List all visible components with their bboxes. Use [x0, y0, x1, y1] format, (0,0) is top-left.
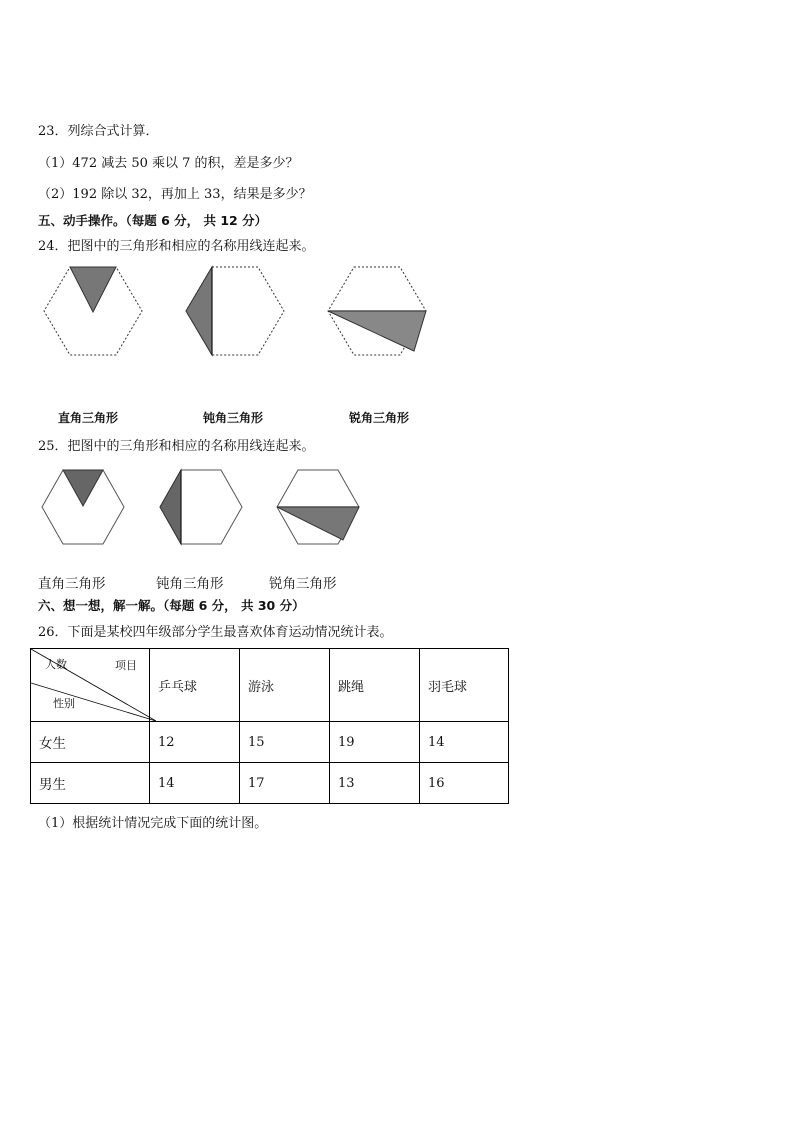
q24-figure-1: [42, 265, 146, 357]
q24-label-1: 直角三角形: [58, 411, 119, 425]
q24-figure-2: [184, 265, 288, 357]
q26-part1: （1）根据统计情况完成下面的统计图。: [38, 816, 268, 831]
table-cell: 13: [330, 763, 420, 804]
q25-label-2: 钝角三角形: [156, 576, 224, 592]
q25-figure-3: [275, 468, 361, 548]
table-row-label: 男生: [31, 763, 150, 804]
section6-heading: 六、想一想，解一解。（每题 6 分， 共 30 分）: [38, 598, 305, 613]
q24-title: 24．把图中的三角形和相应的名称用线连起来。: [38, 239, 315, 254]
q23-part1: （1）472 减去 50 乘以 7 的积，差是多少？: [38, 156, 299, 171]
table-row: [31, 722, 509, 763]
table-header-row: [31, 649, 509, 722]
table-corner-cell: [31, 649, 150, 722]
q25-label-1: 直角三角形: [38, 576, 106, 592]
q25-figure-1: [40, 468, 126, 548]
table-row: [31, 763, 509, 804]
table-cell: 16: [420, 763, 509, 804]
q23-title: 23．列综合式计算．: [38, 124, 159, 139]
q24-label-3: 锐角三角形: [349, 411, 410, 425]
corner-label-item: 项目: [115, 659, 137, 672]
table-row-label: 女生: [31, 722, 150, 763]
q25-label-3: 锐角三角形: [269, 576, 337, 592]
table-cell: 19: [330, 722, 420, 763]
table-header-cell: 乒乓球: [150, 649, 240, 722]
q24-figure-3: [326, 265, 430, 357]
section5-heading: 五、动手操作。（每题 6 分， 共 12 分）: [38, 213, 268, 228]
table-cell: 17: [240, 763, 330, 804]
corner-label-gender: 性别: [53, 697, 75, 710]
table-cell: 14: [150, 763, 240, 804]
table-header-cell: 羽毛球: [420, 649, 509, 722]
q23-part2: （2）192 除以 32，再加上 33，结果是多少？: [38, 187, 312, 202]
table-header-cell: 游泳: [240, 649, 330, 722]
q25-figure-2: [158, 468, 244, 548]
q25-title: 25．把图中的三角形和相应的名称用线连起来。: [38, 439, 315, 454]
table-cell: 12: [150, 722, 240, 763]
sports-stats-table: [30, 648, 509, 804]
table-cell: 14: [420, 722, 509, 763]
corner-label-count: 人数: [45, 658, 67, 671]
table-cell: 15: [240, 722, 330, 763]
q24-label-2: 钝角三角形: [203, 411, 264, 425]
q26-title: 26．下面是某校四年级部分学生最喜欢体育运动情况统计表。: [38, 625, 393, 640]
table-header-cell: 跳绳: [330, 649, 420, 722]
